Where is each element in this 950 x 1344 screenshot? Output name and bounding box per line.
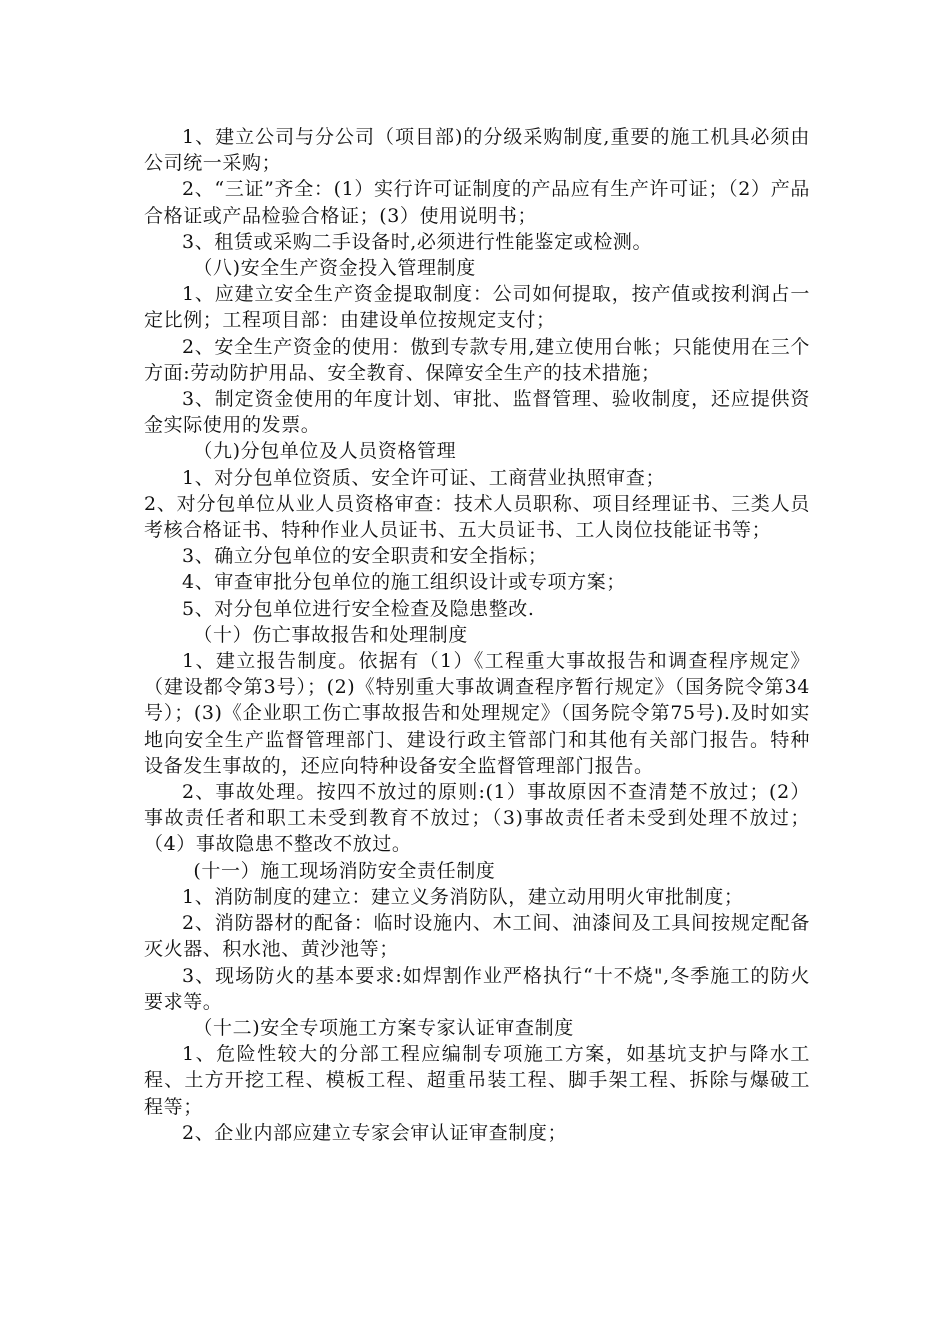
section-heading-9: （九)分包单位及人员资格管理 (193, 440, 457, 463)
section-heading-12: （十二)安全专项施工方案专家认证审查制度 (193, 1016, 574, 1039)
paragraph-personnel-review: 2、对分包单位从业人员资格审查：技术人员职称、项目经理证书、三类人员考核合格证书、特种作业人员证书、五大员证书、工人岗位技能证书等； (144, 492, 810, 542)
paragraph-fire-equipment: 2、消防器材的配备：临时设施内、木工间、油漆间及工具间按规定配备灭火器、积水池、黄沙池等； (144, 912, 810, 961)
paragraph-fire-prevention: 3、现场防火的基本要求:如焊割作业严格执行“十不烧",冬季施工的防火要求等。 (144, 964, 810, 1013)
section-heading-8: （八)安全生产资金投入管理制度 (193, 257, 476, 280)
paragraph-subcontractor-qualification: 1、对分包单位资质、安全许可证、工商营业执照审查； (182, 466, 666, 489)
paragraph-accident-handling: 2、事故处理。按四不放过的原则:(1）事故原因不查清楚不放过；(2）事故责任者和职工未受到教育不放过；（3)事故责任者未受到处理不放过；（4）事故隐患不整改不放过。 (144, 781, 810, 856)
paragraph-purchase-system: 1、建立公司与分公司（项目部)的分级采购制度,重要的施工机具必须由公司统一采购； (144, 126, 810, 175)
paragraph-construction-plan-review: 4、审查审批分包单位的施工组织设计或专项方案； (182, 571, 626, 594)
paragraph-accident-report: 1、建立报告制度。依据有（1）《工程重大事故报告和调查程序规定》（建设都令第3号）；(2)《特别重大事故调查程序暂行规定》（国务院令第34号）；(3)《企业职工伤亡事故报告和处理规定》（国务院令第75号).及时如实地向安全生产监督管理部门、建设行政主管部门和其他有关部门报告。特种设备发生事故的，还应向特种设备安全监督管理部门报告。 (144, 650, 810, 777)
paragraph-safety-duties: 3、确立分包单位的安全职责和安全指标； (182, 545, 548, 568)
section-heading-11: (十一）施工现场消防安全责任制度 (193, 859, 496, 882)
paragraph-fund-use: 2、安全生产资金的使用：傲到专款专用,建立使用台帐；只能使用在三个方面:劳动防护用品、安全教育、保障安全生产的技术措施； (144, 335, 810, 384)
paragraph-special-plan: 1、危险性较大的分部工程应编制专项施工方案，如基坑支护与降水工程、土方开挖工程、模板工程、超重吊装工程、脚手架工程、拆除与爆破工程等； (144, 1043, 810, 1118)
paragraph-three-certificates: 2、“三证”齐全：(1）实行许可证制度的产品应有生产许可证；（2）产品合格证或产品检验合格证；(3）使用说明书； (144, 178, 810, 227)
paragraph-safety-inspection: 5、对分包单位进行安全检查及隐患整改. (182, 597, 535, 620)
paragraph-fire-system: 1、消防制度的建立：建立义务消防队，建立动用明火审批制度； (182, 885, 744, 908)
paragraph-used-equipment: 3、租赁或采购二手设备时,必须进行性能鉴定或检测。 (182, 230, 653, 253)
paragraph-fund-plan: 3、制定资金使用的年度计划、审批、监督管理、验收制度，还应提供资金实际使用的发票。 (144, 388, 810, 437)
section-heading-10: （十）伤亡事故报告和处理制度 (193, 623, 468, 646)
paragraph-fund-extraction: 1、应建立安全生产资金提取制度：公司如何提取，按产值或按利润占一定比例；工程项目部：由建设单位按规定支付； (144, 283, 810, 332)
document-body (144, 124, 810, 1146)
paragraph-expert-review: 2、企业内部应建立专家会审认证审查制度； (182, 1121, 568, 1144)
